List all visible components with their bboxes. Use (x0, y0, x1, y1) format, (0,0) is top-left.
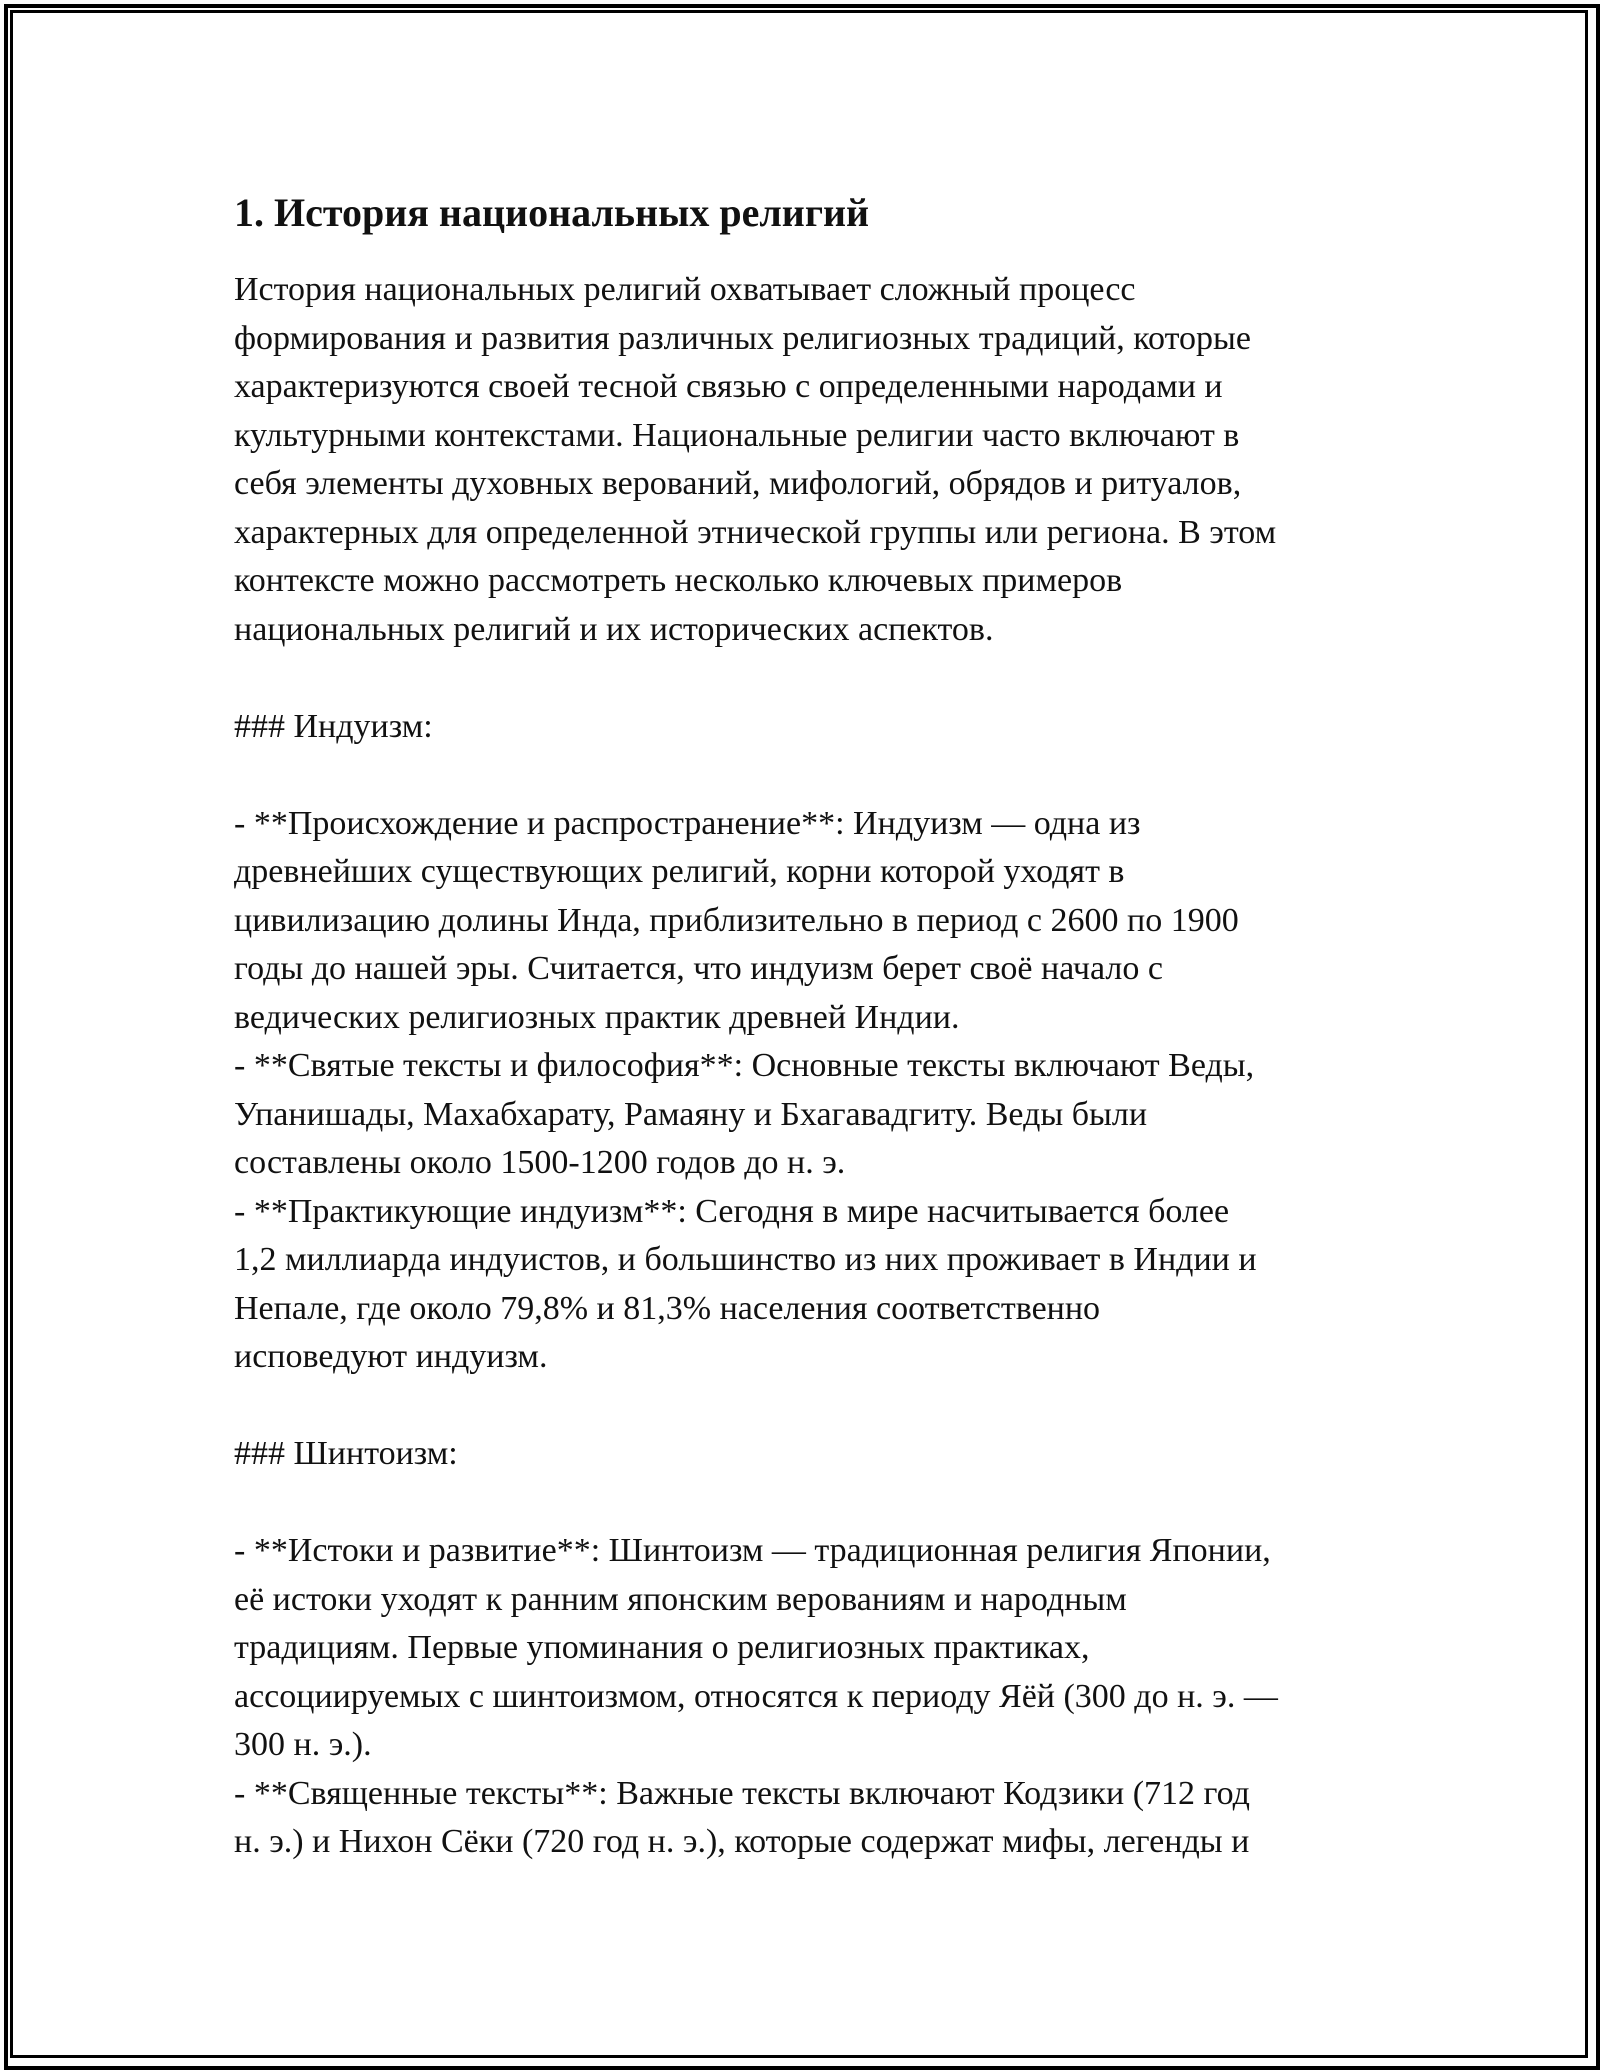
text-line: себя элементы духовных верований, мифологий, обрядов и ритуалов, (234, 465, 1242, 502)
text-line: Упанишады, Махабхарату, Рамаяну и Бхагавадгиту. Веды были (234, 1095, 1148, 1133)
text-line: культурными контекстами. Национальные религии часто включают в (234, 416, 1240, 454)
text-line: - **Практикующие индуизм**: Сегодня в мире насчитывается более (234, 1192, 1230, 1230)
text-line: ведических религиозных практик древней Индии. (234, 998, 960, 1036)
text-line: Непале, где около 79,8% и 81,3% населения соответственно (234, 1289, 1101, 1327)
paragraph-gap (234, 654, 1384, 703)
text-line: исповедуют индуизм. (234, 1338, 548, 1375)
text-line: цивилизацию долины Инда, приблизительно в период с 2600 по 1900 (234, 901, 1239, 939)
text-line: характеризуются своей тесной связью с определенными народами и (234, 368, 1223, 405)
shinto-section (234, 1527, 1384, 1867)
text-line: - **Происхождение и распространение**: Индуизм — одна из (234, 804, 1141, 842)
paragraph-gap (234, 751, 1384, 800)
section-heading-hinduism: ### Индуизм: (234, 707, 433, 745)
text-line: - **Священные тексты**: Важные тексты включают Кодзики (712 год (234, 1774, 1250, 1812)
paragraph-gap (234, 1479, 1384, 1528)
section-heading-shinto: ### Шинтоизм: (234, 1435, 458, 1472)
text-line: древнейших существующих религий, корни которой уходят в (234, 853, 1125, 890)
text-line: её истоки уходят к ранним японским верованиям и народным (234, 1580, 1127, 1618)
text-line: традициям. Первые упоминания о религиозных практиках, (234, 1629, 1090, 1666)
text-line: национальных религий и их исторических аспектов. (234, 610, 994, 648)
text-line: История национальных религий охватывает сложный процесс (234, 271, 1136, 308)
text-line: годы до нашей эры. Считается, что индуизм берет своё начало с (234, 950, 1163, 987)
text-line: формирования и развития различных религиозных традиций, которые (234, 319, 1251, 357)
text-line: ассоциируемых с шинтоизмом, относятся к периоду Яёй (300 до н. э. — (234, 1677, 1278, 1715)
document-page (234, 186, 1384, 1867)
text-line: - **Святые тексты и философия**: Основные тексты включают Веды, (234, 1047, 1255, 1084)
text-line: 1,2 миллиарда индуистов, и большинство из них проживает в Индии и (234, 1241, 1257, 1278)
document-title: 1. История национальных религий (234, 190, 870, 235)
paragraph-gap (234, 1382, 1384, 1431)
text-line: - **Истоки и развитие**: Шинтоизм — традиционная религия Японии, (234, 1532, 1271, 1569)
hinduism-section (234, 800, 1384, 1382)
text-line: контексте можно рассмотреть несколько ключевых примеров (234, 562, 1123, 599)
text-line: н. э.) и Нихон Сёки (720 год н. э.), которые содержат мифы, легенды и (234, 1823, 1250, 1860)
text-line: 300 н. э.). (234, 1726, 372, 1763)
text-line: характерных для определенной этнической группы или региона. В этом (234, 513, 1277, 551)
text-line: составлены около 1500-1200 годов до н. э. (234, 1144, 846, 1181)
intro-paragraph (234, 266, 1384, 654)
